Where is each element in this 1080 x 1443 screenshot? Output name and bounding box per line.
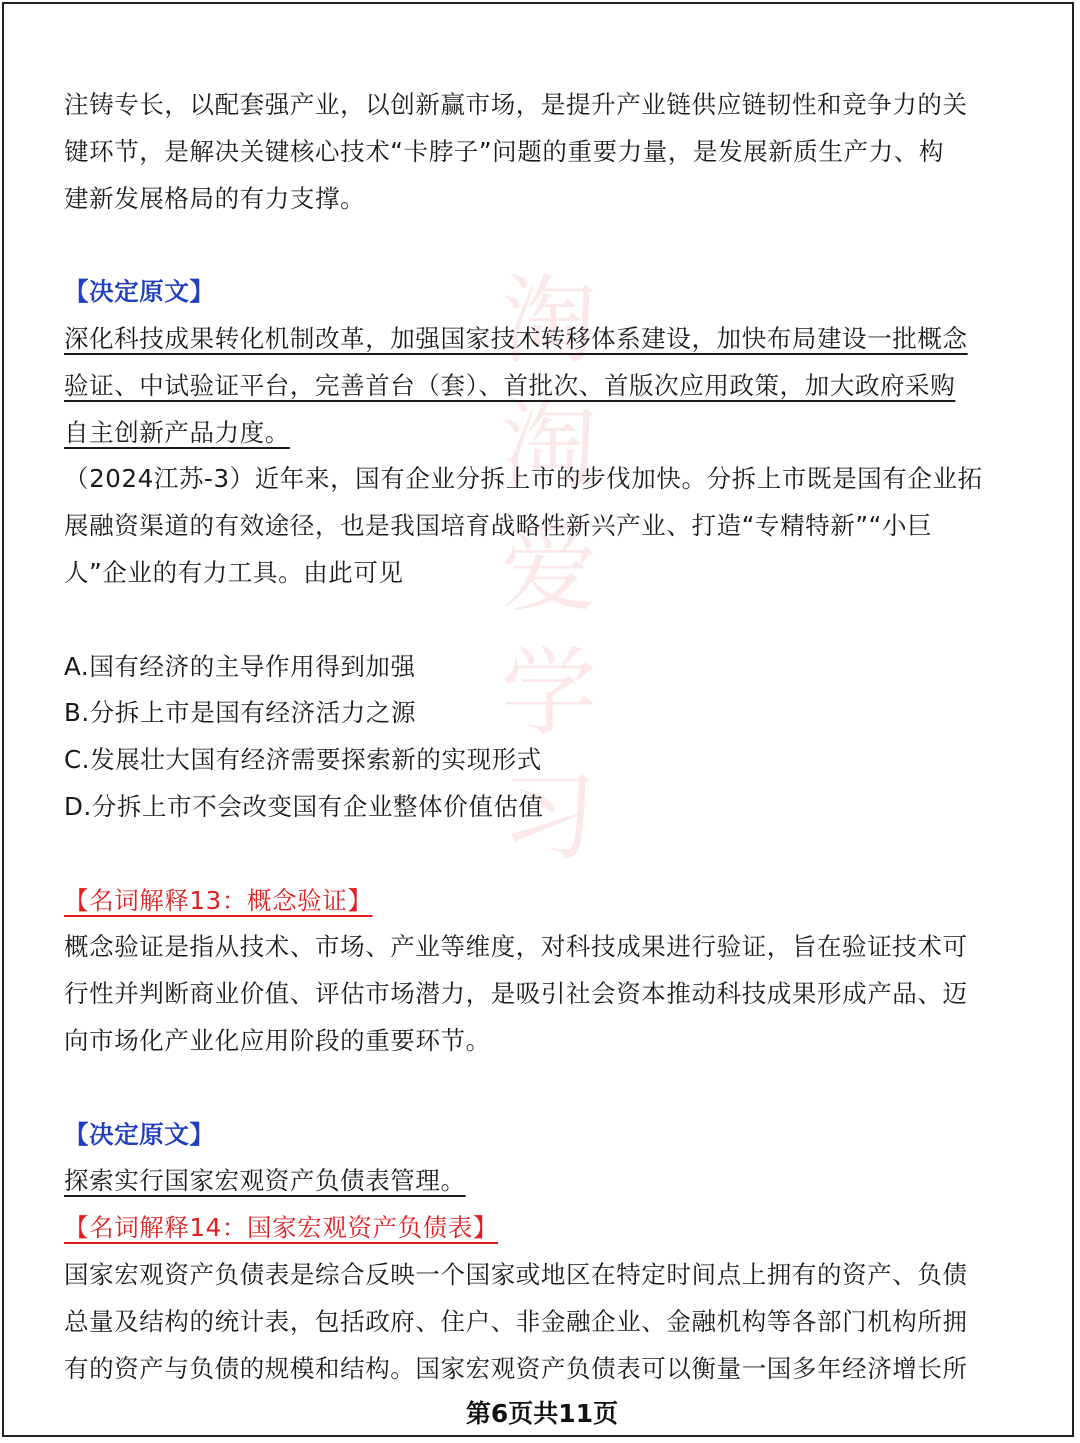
underlined-line: 深化科技成果转化机制改革，加强国家技术转移体系建设，加快布局建设一批概念 [64,323,968,353]
spacer [64,222,1008,269]
spacer [64,1065,1008,1112]
term-definition-13 [64,924,1008,1064]
spacer [64,831,1008,878]
watermark-char: 学 [501,637,597,749]
page-number-footer: 第6页共11页 [465,1399,619,1428]
text-line: 键环节，是解决关键核心技术“卡脖子”问题的重要力量，是发展新质生产力、构 [64,136,944,166]
text-line: 展融资渠道的有效途径，也是我国培育战略性新兴产业、打造“专精特新”“小巨 [64,511,933,541]
spacer [64,597,1008,644]
term-label-14: 【名词解释14：国家宏观资产负债表】 [64,1213,498,1243]
watermark-char: 淘 [501,389,597,501]
text-line: 总量及结构的统计表，包括政府、住户、非金融企业、金融机构等各部门机构所拥 [64,1306,968,1336]
underlined-line: 自主创新产品力度。 [64,417,290,447]
term-definition-14 [64,1252,1008,1392]
watermark-char: 习 [501,761,597,873]
text-line: （2024江苏-3）近年来，国有企业分拆上市的步伐加快。分拆上市既是国有企业拓 [64,464,983,494]
question-stem [64,456,1008,596]
option-a: A.国有经济的主导作用得到加强 [64,651,416,681]
option-b: B.分拆上市是国有经济活力之源 [64,698,417,728]
text-line: 注铸专长，以配套强产业，以创新赢市场，是提升产业链供应链韧性和竞争力的关 [64,90,968,119]
intro-paragraph [64,82,1008,222]
text-line: 行性并判断商业价值、评估市场潜力，是吸引社会资本推动科技成果形成产品、迈 [64,979,968,1009]
underlined-line: 探索实行国家宏观资产负债表管理。 [64,1166,466,1196]
text-line: 国家宏观资产负债表是综合反映一个国家或地区在特定时间点上拥有的资产、负债 [64,1259,968,1289]
text-line: 人”企业的有力工具。由此可见 [64,557,404,587]
term-label-13: 【名词解释13：概念验证】 [64,885,373,915]
text-line: 向市场化产业化应用阶段的重要环节。 [64,1025,491,1055]
option-d: D.分拆上市不会改变国有企业整体价值估值 [64,791,544,821]
option-c: C.发展壮大国有经济需要探索新的实现形式 [64,745,542,775]
decision-text [64,316,1008,456]
text-line: 概念验证是指从技术、市场、产业等维度，对科技成果进行验证，旨在验证技术可 [64,932,968,962]
watermark-char: 淘 [501,265,597,377]
watermark-char: 爱 [501,513,597,625]
answer-options [64,644,1008,831]
decision-label: 【决定原文】 [64,1119,215,1149]
document-page [2,2,1074,1437]
text-line: 有的资产与负债的规模和结构。国家宏观资产负债表可以衡量一国多年经济增长所 [64,1353,968,1383]
decision-label: 【决定原文】 [64,277,215,307]
text-line: 建新发展格局的有力支撑。 [64,183,366,213]
page-content [64,82,1008,1392]
underlined-line: 验证、中试验证平台，完善首台（套）、首批次、首版次应用政策，加大政府采购 [64,370,956,400]
